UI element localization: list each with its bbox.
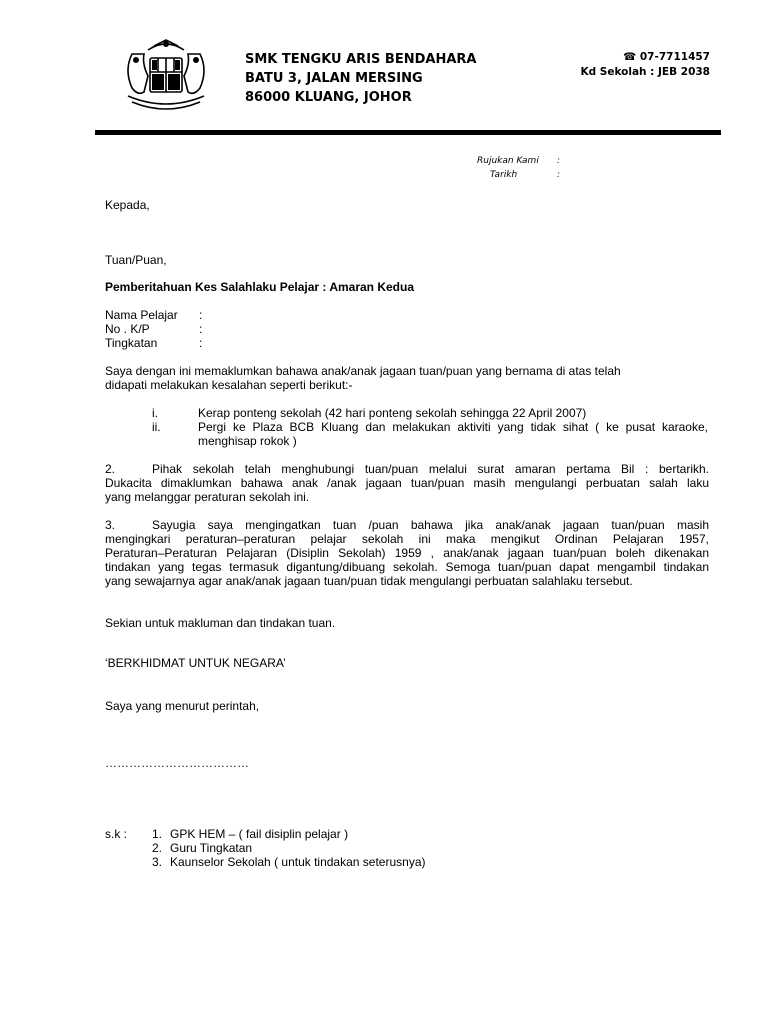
list-text: Kaunselor Sekolah ( untuk tindakan seterusnya) [170,855,426,869]
paragraph-line: Sayugia saya mengingatkan tuan /puan bahawa jika anak/anak jagaan tuan/puan masih [152,518,709,532]
list-number: i. [152,406,158,420]
paragraph-2 [105,462,709,504]
reference-block [477,154,560,182]
field-label: Nama Pelajar [105,308,178,322]
student-fields [105,308,202,350]
list-item [152,827,426,841]
signature-line: ……………………………… [105,756,249,770]
field-label: Tingkatan [105,336,158,350]
paragraph-line: Peraturan–Peraturan Pelajaran (Disiplin Sekolah) 1959 , anak/anak jagaan tuan/puan boleh dikenakan [105,546,709,560]
paragraph-line: Pihak sekolah telah menghubungi tuan/puan melalui surat amaran pertama Bil : bertarikh. [152,462,709,476]
paragraph-number: 3. [105,518,116,532]
list-item [152,406,708,420]
paragraph-line: Dukacita dimaklumkan bahawa anak /anak jagaan tuan/puan masih mengulangi perbuatan salah laku [105,476,709,490]
signoff: Saya yang menurut perintah, [105,699,260,713]
list-number: 3. [152,855,163,869]
motto: ‘BERKHIDMAT UNTUK NEGARA’ [105,656,286,670]
list-number: 1. [152,827,163,841]
school-name: SMK TENGKU ARIS BENDAHARA [245,52,477,67]
phone-number: 07-7711457 [639,51,710,63]
address-line-1: BATU 3, JALAN MERSING [245,71,423,86]
telephone-icon: ☎ [623,51,637,63]
list-number: 2. [152,841,163,855]
list-text: Pergi ke Plaza BCB Kluang dan melakukan aktiviti yang tidak sihat ( ke pusat karaoke, [198,420,708,434]
list-text: Guru Tingkatan [170,841,253,855]
field-colon: : [199,322,203,336]
list-text: menghisap rokok ) [198,434,297,448]
coat-of-arms-emblem [118,36,214,116]
intro-paragraph [105,364,709,392]
subject-line: Pemberitahuan Kes Salahlaku Pelajar : Amaran Kedua [105,280,415,294]
paragraph-3 [105,518,709,588]
list-text: GPK HEM – ( fail disiplin pelajar ) [170,827,349,841]
list-text: Kerap ponteng sekolah (42 hari ponteng sekolah sehingga 22 April 2007) [198,406,587,420]
address-line-2: 86000 KLUANG, JOHOR [245,90,412,105]
salutation-dear: Tuan/Puan, [105,253,167,267]
paragraph-line: yang sewajarnya agar anak/anak jagaan tuan/puan tidak mengulangi perbuatan salahlaku tersebut. [105,574,633,588]
salutation-to: Kepada, [105,198,150,212]
paragraph-number: 2. [105,462,116,476]
paragraph-line: yang melanggar peraturan sekolah ini. [105,490,310,504]
paragraph-line: mengingkari peraturan–peraturan pelajar sekolah ini maka mengikut Ordinan Pelajaran 1957, [105,532,709,546]
cc-label: s.k : [105,827,128,841]
intro-line: Saya dengan ini memaklumkan bahawa anak/anak jagaan tuan/puan yang bernama di atas telah [105,364,621,378]
offence-list [152,406,708,448]
letterhead-divider [95,130,721,135]
school-address-block [245,50,476,107]
list-item [152,855,426,869]
field-label: No . K/P [105,322,150,336]
tarikh-colon: : [557,170,561,180]
field-colon: : [199,308,203,322]
field-colon: : [199,336,203,350]
list-item [152,420,708,448]
school-code: Kd Sekolah : JEB 2038 [580,66,710,78]
rujukan-colon: : [557,156,561,166]
closing-line: Sekian untuk makluman dan tindakan tuan. [105,616,336,630]
contact-block [580,50,710,80]
list-number: ii. [152,420,161,434]
rujukan-label: Rujukan Kami [477,156,539,166]
intro-line: didapati melakukan kesalahan seperti berikut:- [105,378,353,392]
cc-block [105,827,426,869]
list-item [152,841,426,855]
paragraph-line: tindakan yang tegas termasuk digantung/dibuang sekolah. Semoga tuan/puan dapat mengambil tindakan [105,560,709,574]
tarikh-label: Tarikh [490,170,518,180]
